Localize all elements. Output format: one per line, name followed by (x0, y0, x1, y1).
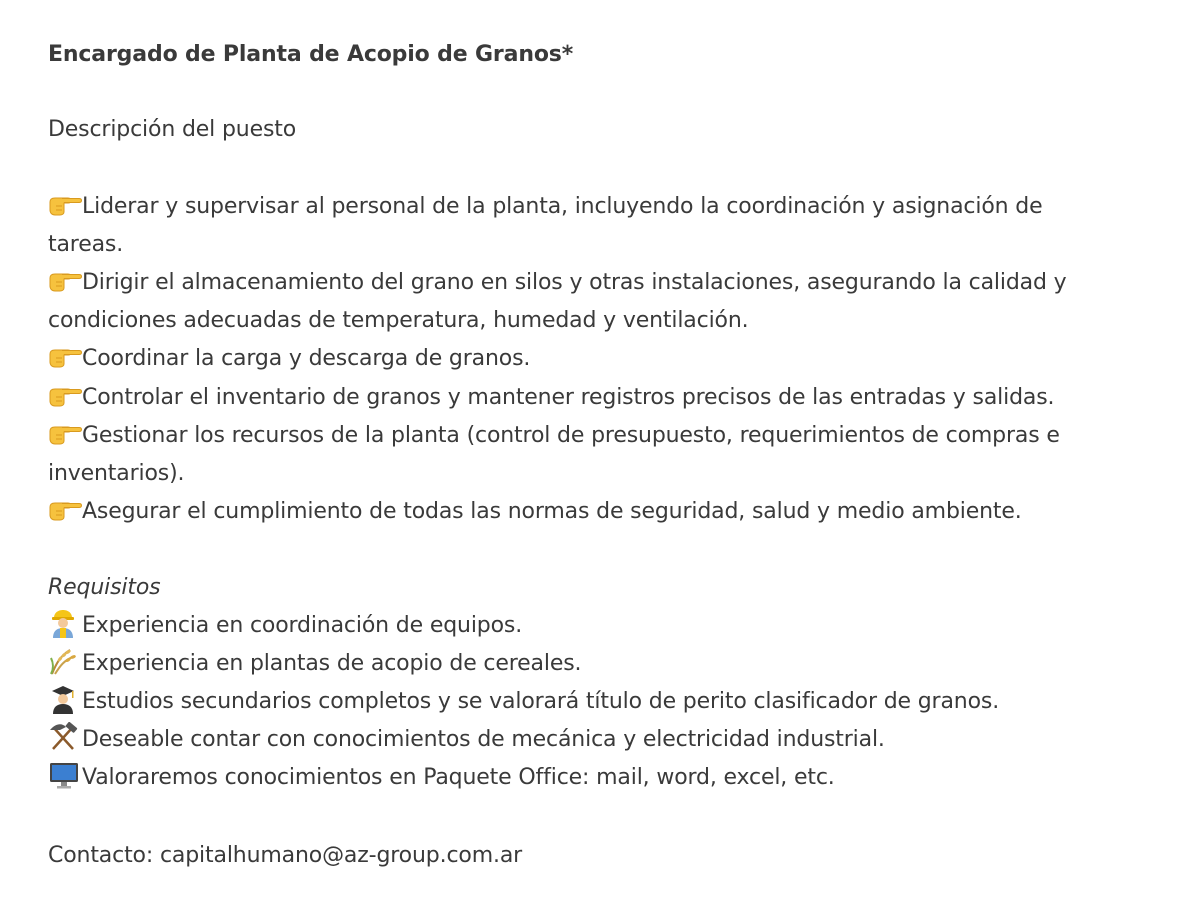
requirement-item: Experiencia en plantas de acopio de cereales. (48, 645, 581, 683)
task-item-continuation: tareas. (48, 232, 124, 257)
pointing-hand-icon (48, 341, 82, 371)
task-item: Coordinar la carga y descarga de granos. (48, 340, 530, 378)
task-item: Liderar y supervisar al personal de la planta, incluyendo la coordinación y asignación de (48, 188, 1042, 226)
graduate-icon (48, 684, 82, 714)
task-item-continuation: inventarios). (48, 461, 185, 486)
task-item: Asegurar el cumplimiento de todas las normas de seguridad, salud y medio ambiente. (48, 493, 1022, 531)
contact-info: Contacto: capitalhumano@az-group.com.ar (48, 843, 523, 868)
task-item: Gestionar los recursos de la planta (control de presupuesto, requerimientos de compras e (48, 417, 1060, 455)
construction-worker-icon (48, 608, 82, 638)
description-heading: Descripción del puesto (48, 117, 297, 142)
task-item: Dirigir el almacenamiento del grano en silos y otras instalaciones, asegurando la calidad y (48, 264, 1067, 302)
requirement-item: Deseable contar con conocimientos de mecánica y electricidad industrial. (48, 721, 885, 759)
pointing-hand-icon (48, 494, 82, 524)
pointing-hand-icon (48, 418, 82, 448)
pointing-hand-icon (48, 265, 82, 295)
rice-sheaf-icon (48, 646, 82, 676)
requirement-item: Experiencia en coordinación de equipos. (48, 607, 522, 645)
requirements-heading: Requisitos (48, 575, 161, 600)
pointing-hand-icon (48, 189, 82, 219)
requirement-item: Valoraremos conocimientos en Paquete Office: mail, word, excel, etc. (48, 759, 835, 797)
pointing-hand-icon (48, 380, 82, 410)
hammer-pick-icon (48, 722, 82, 752)
requirement-item: Estudios secundarios completos y se valorará título de perito clasificador de granos. (48, 683, 999, 721)
task-item-continuation: condiciones adecuadas de temperatura, humedad y ventilación. (48, 308, 749, 333)
desktop-computer-icon (48, 760, 82, 790)
task-item: Controlar el inventario de granos y mantener registros precisos de las entradas y salidas. (48, 379, 1054, 417)
job-title: Encargado de Planta de Acopio de Granos* (48, 42, 574, 67)
